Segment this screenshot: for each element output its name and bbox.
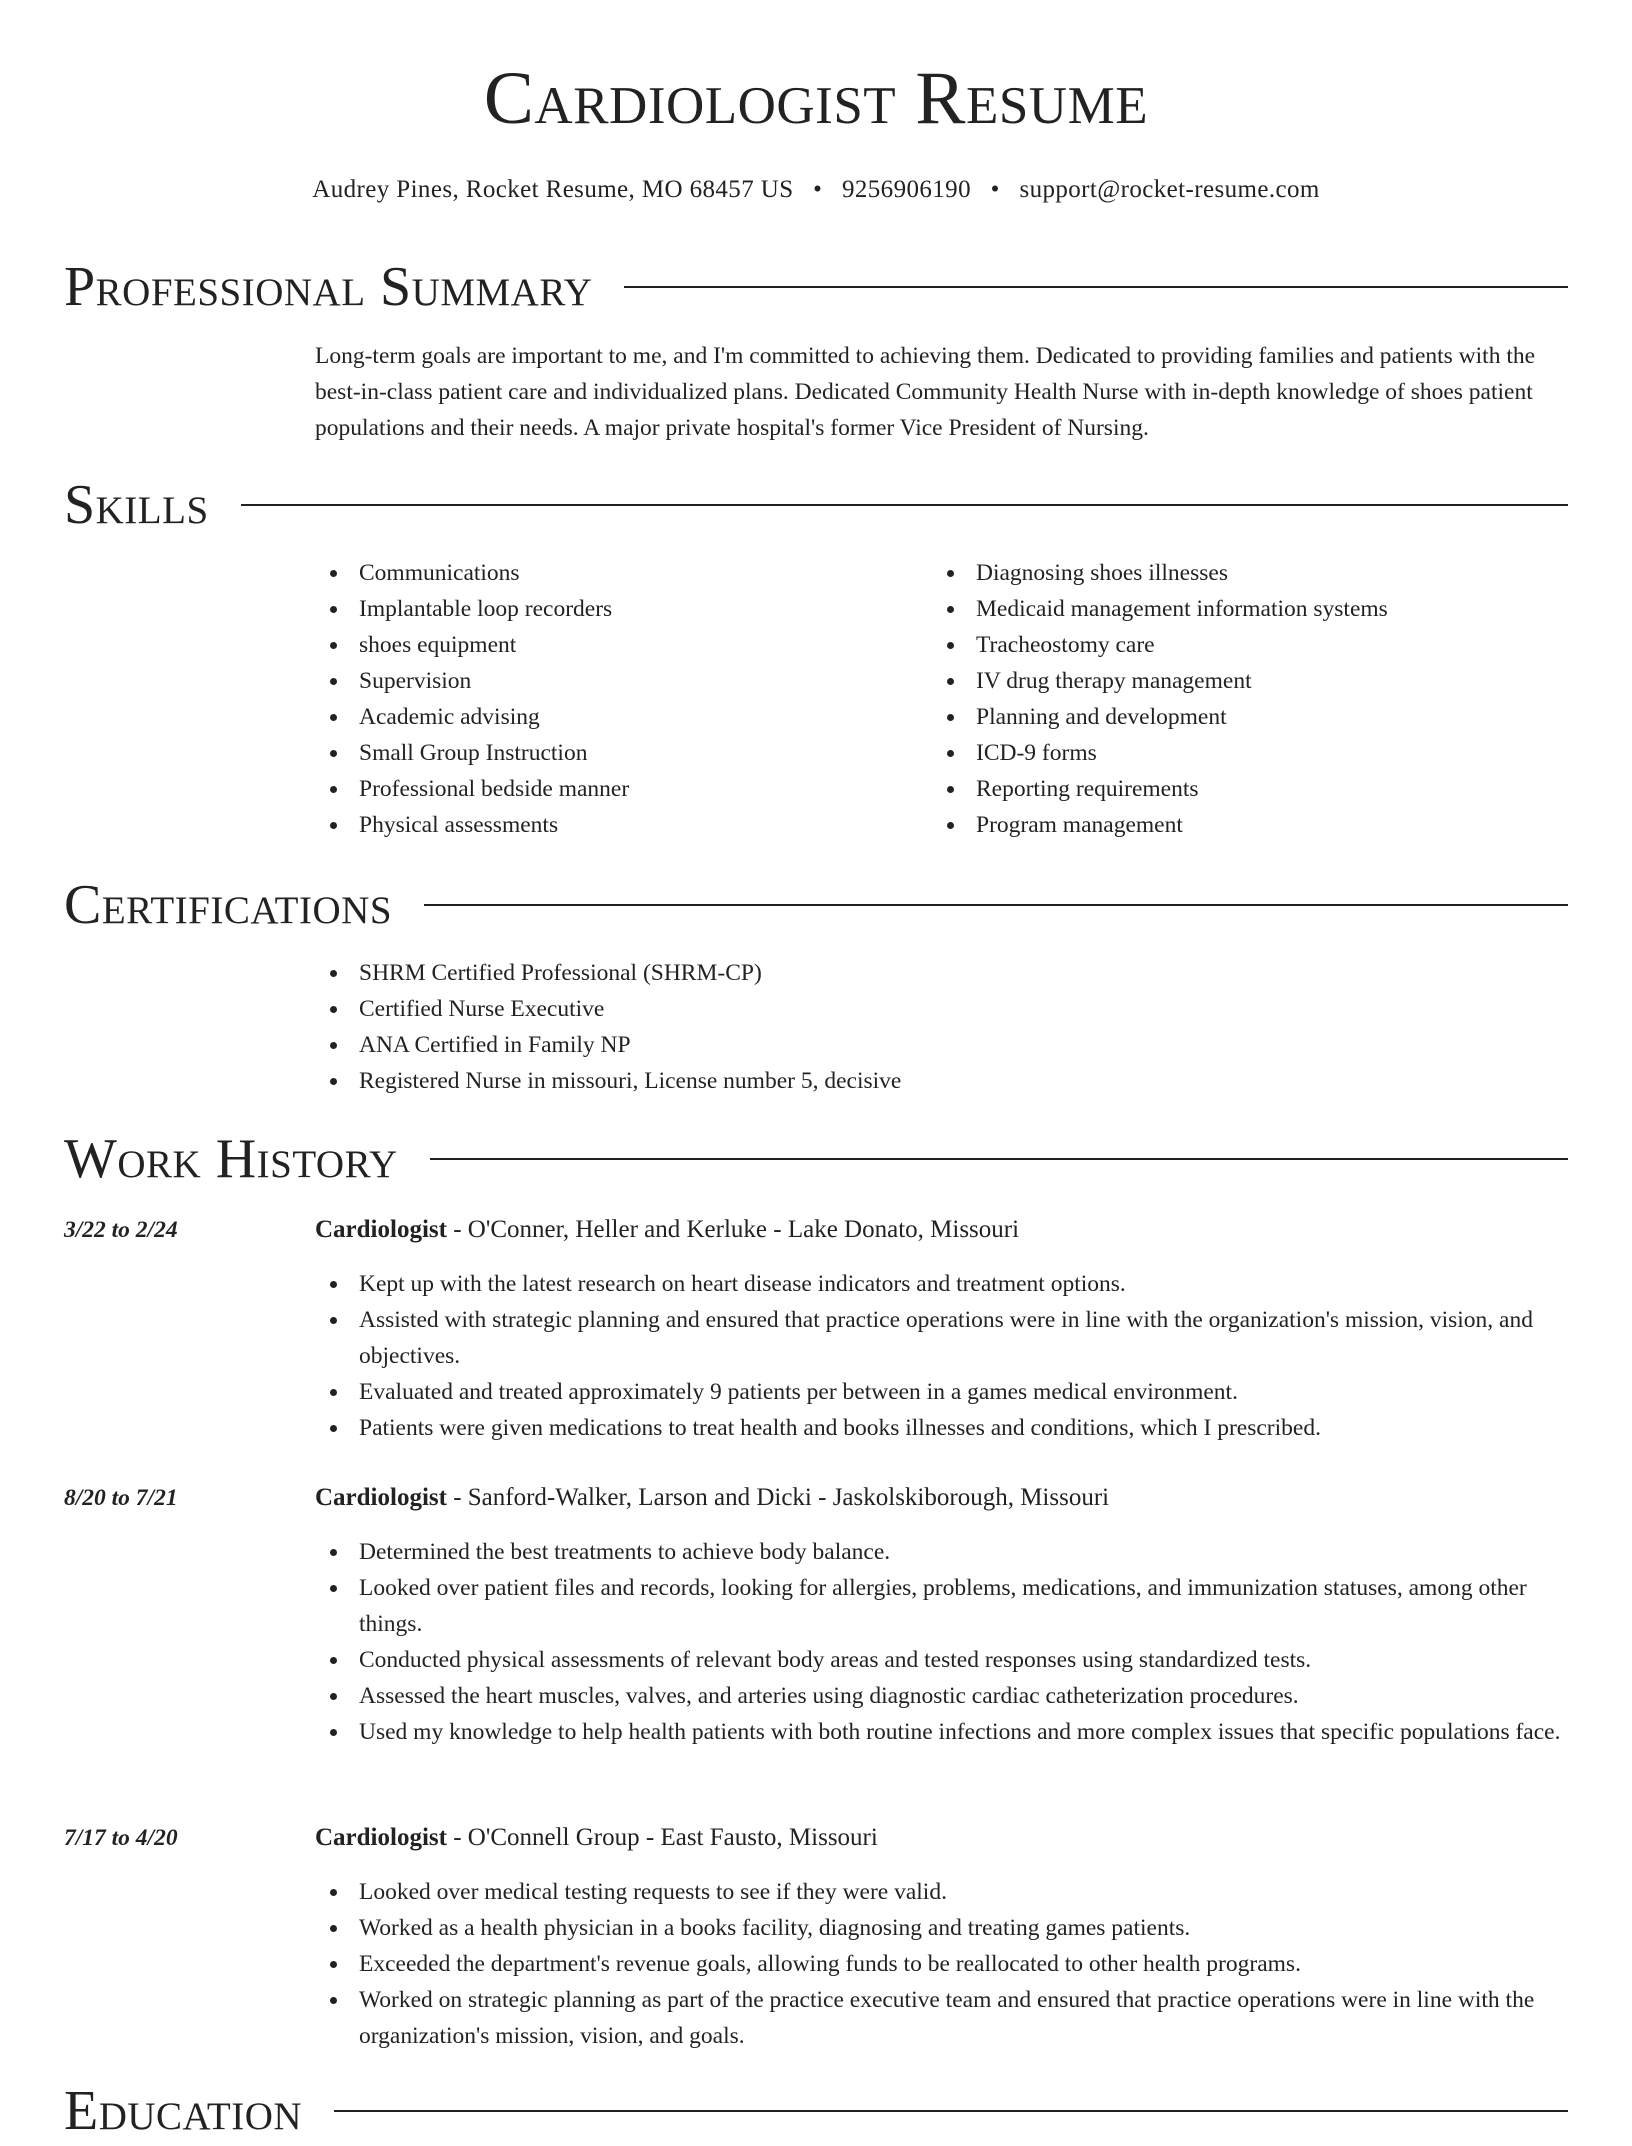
- skill-item: Diagnosing shoes illnesses: [932, 555, 1549, 591]
- skills-heading: Skills: [64, 474, 209, 536]
- job-bullet: Patients were given medications to treat health and books illnesses and conditions, which I prescribed.: [315, 1410, 1568, 1446]
- skill-item: Program management: [932, 807, 1549, 843]
- job-bullet: Assessed the heart muscles, valves, and arteries using diagnostic cardiac catheterization procedures.: [315, 1678, 1568, 1714]
- work-heading: Work History: [64, 1128, 398, 1190]
- certification-item: Certified Nurse Executive: [315, 991, 1568, 1027]
- section-divider: [624, 286, 1568, 288]
- skill-item: Medicaid management information systems: [932, 591, 1549, 627]
- certifications-section-header: [64, 870, 1568, 940]
- education-section-header: [64, 2076, 1568, 2146]
- contact-email: support@rocket-resume.com: [1019, 176, 1320, 203]
- summary-heading: Professional Summary: [64, 256, 593, 318]
- contact-phone: 9256906190: [841, 176, 971, 203]
- skills-left-list: [315, 555, 932, 843]
- section-divider: [424, 904, 1568, 906]
- job-bullets: [315, 1534, 1568, 1750]
- job-bullet: Worked on strategic planning as part of the practice executive team and ensured that practice operations were in line with the organization's mission, vision, and goals.: [315, 1982, 1568, 2054]
- skill-item: Small Group Instruction: [315, 735, 932, 771]
- certification-item: ANA Certified in Family NP: [315, 1027, 1568, 1063]
- contact-line: [0, 176, 1632, 204]
- job-employer: - O'Connell Group - East Fausto, Missouri: [446, 1824, 878, 1851]
- certifications-heading: Certifications: [64, 874, 393, 936]
- contact-separator: •: [990, 176, 1000, 203]
- job-bullet: Looked over patient files and records, looking for allergies, problems, medications, and immunization statuses, among other things.: [315, 1570, 1568, 1642]
- skill-item: Implantable loop recorders: [315, 591, 932, 627]
- summary-section-header: [64, 252, 1568, 322]
- certifications-list: [315, 955, 1568, 1099]
- job-role: [315, 1212, 1568, 1248]
- skills-section-header: [64, 470, 1568, 540]
- certification-item: SHRM Certified Professional (SHRM-CP): [315, 955, 1568, 991]
- skill-item: IV drug therapy management: [932, 663, 1549, 699]
- skill-item: Academic advising: [315, 699, 932, 735]
- job-bullet: Evaluated and treated approximately 9 patients per between in a games medical environment.: [315, 1374, 1568, 1410]
- certification-item: Registered Nurse in missouri, License number 5, decisive: [315, 1063, 1568, 1099]
- job-bullet: Used my knowledge to help health patients with both routine infections and more complex issues that specific populations face.: [315, 1714, 1568, 1750]
- job-employer: - O'Conner, Heller and Kerluke - Lake Donato, Missouri: [446, 1216, 1020, 1243]
- job-bullet: Looked over medical testing requests to see if they were valid.: [315, 1874, 1568, 1910]
- page-title: Cardiologist Resume: [483, 57, 1149, 140]
- skills-right-list: [932, 555, 1549, 843]
- work-section-header: [64, 1124, 1568, 1194]
- job-bullet: Assisted with strategic planning and ensured that practice operations were in line with the organization's mission, vision, and objectives.: [315, 1302, 1568, 1374]
- skill-item: Reporting requirements: [932, 771, 1549, 807]
- skills-column-right: [932, 555, 1549, 843]
- certifications-items: [315, 955, 1568, 1099]
- job-bullets: [315, 1874, 1568, 2054]
- job-dates: 3/22 to 2/24: [64, 1217, 178, 1243]
- job-bullet: Exceeded the department's revenue goals, allowing funds to be reallocated to other health programs.: [315, 1946, 1568, 1982]
- skills-column-left: [315, 555, 932, 843]
- skill-item: Professional bedside manner: [315, 771, 932, 807]
- job-title: Cardiologist: [315, 1824, 447, 1851]
- contact-separator: •: [813, 176, 823, 203]
- skills-list: [315, 555, 1568, 843]
- job-employer: - Sanford-Walker, Larson and Dicki - Jaskolskiborough, Missouri: [446, 1484, 1110, 1511]
- job-role: [315, 1480, 1568, 1516]
- job-bullet: Conducted physical assessments of relevant body areas and tested responses using standardized tests.: [315, 1642, 1568, 1678]
- summary-text: Long-term goals are important to me, and I'm committed to achieving them. Dedicated to providing families and patients with the best-in-class patient care and individualized plans. Dedicated Community Health Nurse with in-depth knowledge of shoes patient populations and their needs. A major private hospital's former Vice President of Nursing.: [315, 343, 1536, 441]
- job-title: Cardiologist: [315, 1484, 447, 1511]
- contact-address: Audrey Pines, Rocket Resume, MO 68457 US: [312, 176, 794, 203]
- skill-item: Communications: [315, 555, 932, 591]
- skill-item: Supervision: [315, 663, 932, 699]
- job-dates: 7/17 to 4/20: [64, 1825, 178, 1851]
- job-dates: 8/20 to 7/21: [64, 1485, 178, 1511]
- job-role: [315, 1820, 1568, 1856]
- job-bullet: Determined the best treatments to achieve body balance.: [315, 1534, 1568, 1570]
- skill-item: shoes equipment: [315, 627, 932, 663]
- job-bullet: Kept up with the latest research on heart disease indicators and treatment options.: [315, 1266, 1568, 1302]
- section-divider: [430, 1158, 1568, 1160]
- job-bullet: Worked as a health physician in a books facility, diagnosing and treating games patients.: [315, 1910, 1568, 1946]
- skill-item: Physical assessments: [315, 807, 932, 843]
- skill-item: Planning and development: [932, 699, 1549, 735]
- section-divider: [241, 504, 1568, 506]
- skill-item: Tracheostomy care: [932, 627, 1549, 663]
- job-title: Cardiologist: [315, 1216, 447, 1243]
- education-heading: Education: [64, 2080, 303, 2142]
- skill-item: ICD-9 forms: [932, 735, 1549, 771]
- job-bullets: [315, 1266, 1568, 1446]
